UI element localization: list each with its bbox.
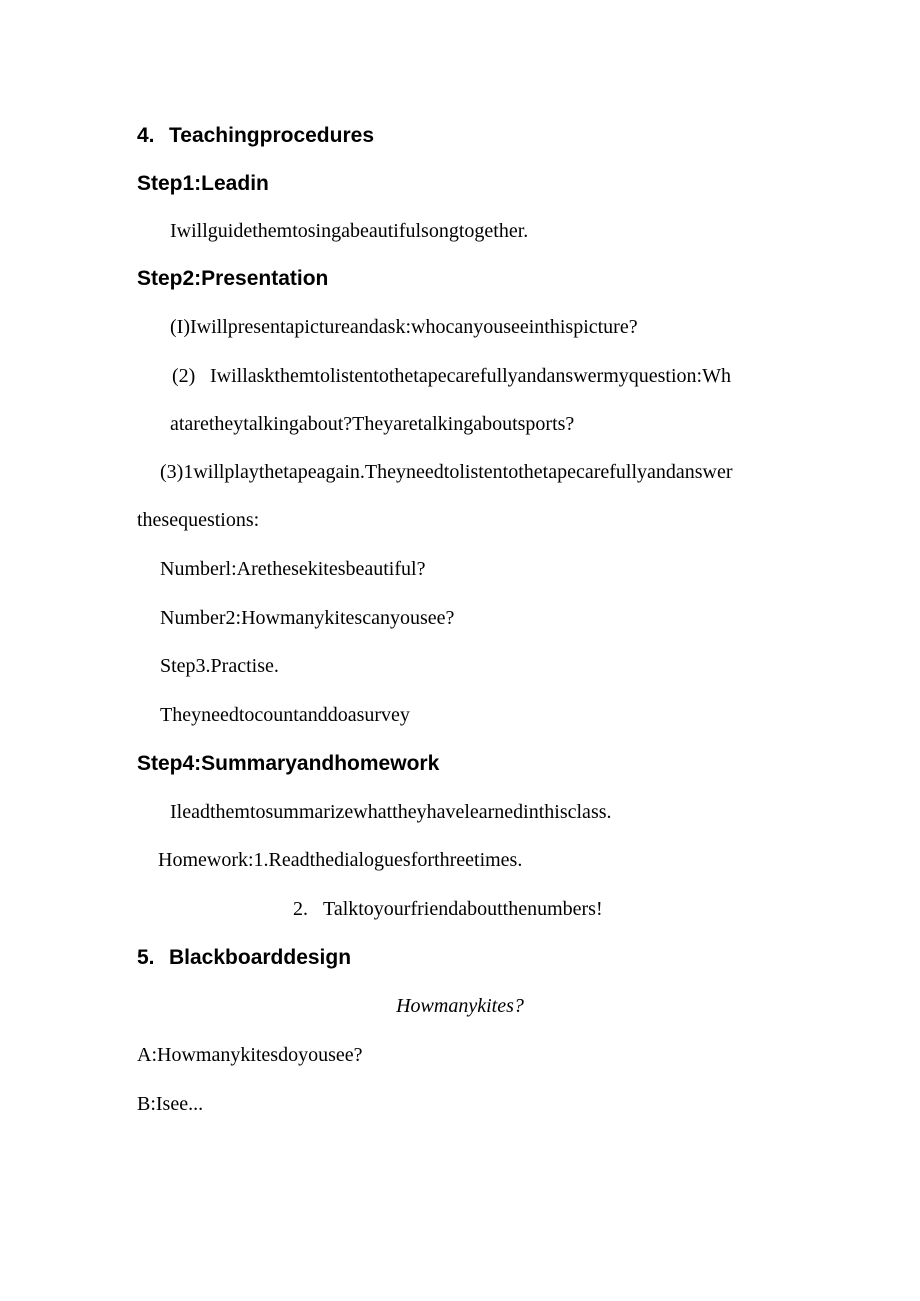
homework-item-2 bbox=[293, 897, 603, 921]
step2-question-1: Numberl:Arethesekitesbeautiful? bbox=[160, 558, 426, 580]
step2-item-1: (I)Iwillpresentapictureandask:whocanyouseeinthispicture? bbox=[170, 316, 638, 338]
step1-text: Iwillguidethemtosingabeautifulsongtogether. bbox=[170, 220, 529, 242]
step2-item-3-line-1: (3)1willplaythetapeagain.Theyneedtolistentothetapecarefullyandanswer bbox=[160, 461, 733, 483]
blackboard-line-b: B:Isee... bbox=[137, 1093, 204, 1115]
section-5-title: Blackboarddesign bbox=[169, 946, 352, 969]
homework-item-2-number: 2. bbox=[293, 898, 308, 920]
blackboard-title: Howmanykites? bbox=[396, 995, 524, 1017]
section-5-number: 5. bbox=[137, 946, 155, 969]
section-4-title: Teachingprocedures bbox=[169, 124, 374, 147]
step1-heading: Step1:Leadin bbox=[137, 172, 269, 195]
step4-text: Ileadthemtosummarizewhattheyhavelearnedinthisclass. bbox=[170, 801, 612, 823]
section-4-heading bbox=[137, 124, 374, 148]
step2-heading: Step2:Presentation bbox=[137, 267, 329, 290]
step2-item-2-number: (2) bbox=[172, 365, 196, 387]
section-5-heading bbox=[137, 946, 351, 970]
step2-item-2-line-1 bbox=[172, 364, 731, 388]
section-4-number: 4. bbox=[137, 124, 155, 147]
step3-heading: Step3.Practise. bbox=[160, 655, 279, 677]
homework-item-1: Homework:1.Readthedialoguesforthreetimes. bbox=[158, 849, 523, 871]
step4-heading: Step4:Summaryandhomework bbox=[137, 752, 440, 775]
step2-item-2-line-2: ataretheytalkingabout?Theyaretalkingaboutsports? bbox=[170, 413, 575, 435]
step3-text: Theyneedtocountanddoasurvey bbox=[160, 704, 410, 726]
homework-item-2-text: Talktoyourfriendaboutthenumbers! bbox=[323, 898, 603, 920]
step2-question-2: Number2:Howmanykitescanyousee? bbox=[160, 607, 455, 629]
step2-item-2-text: Iwillaskthemtolistentothetapecarefullyandanswermyquestion:Wh bbox=[210, 365, 731, 387]
step2-item-3-line-2: thesequestions: bbox=[137, 509, 260, 531]
blackboard-line-a: A:Howmanykitesdoyousee? bbox=[137, 1044, 363, 1066]
